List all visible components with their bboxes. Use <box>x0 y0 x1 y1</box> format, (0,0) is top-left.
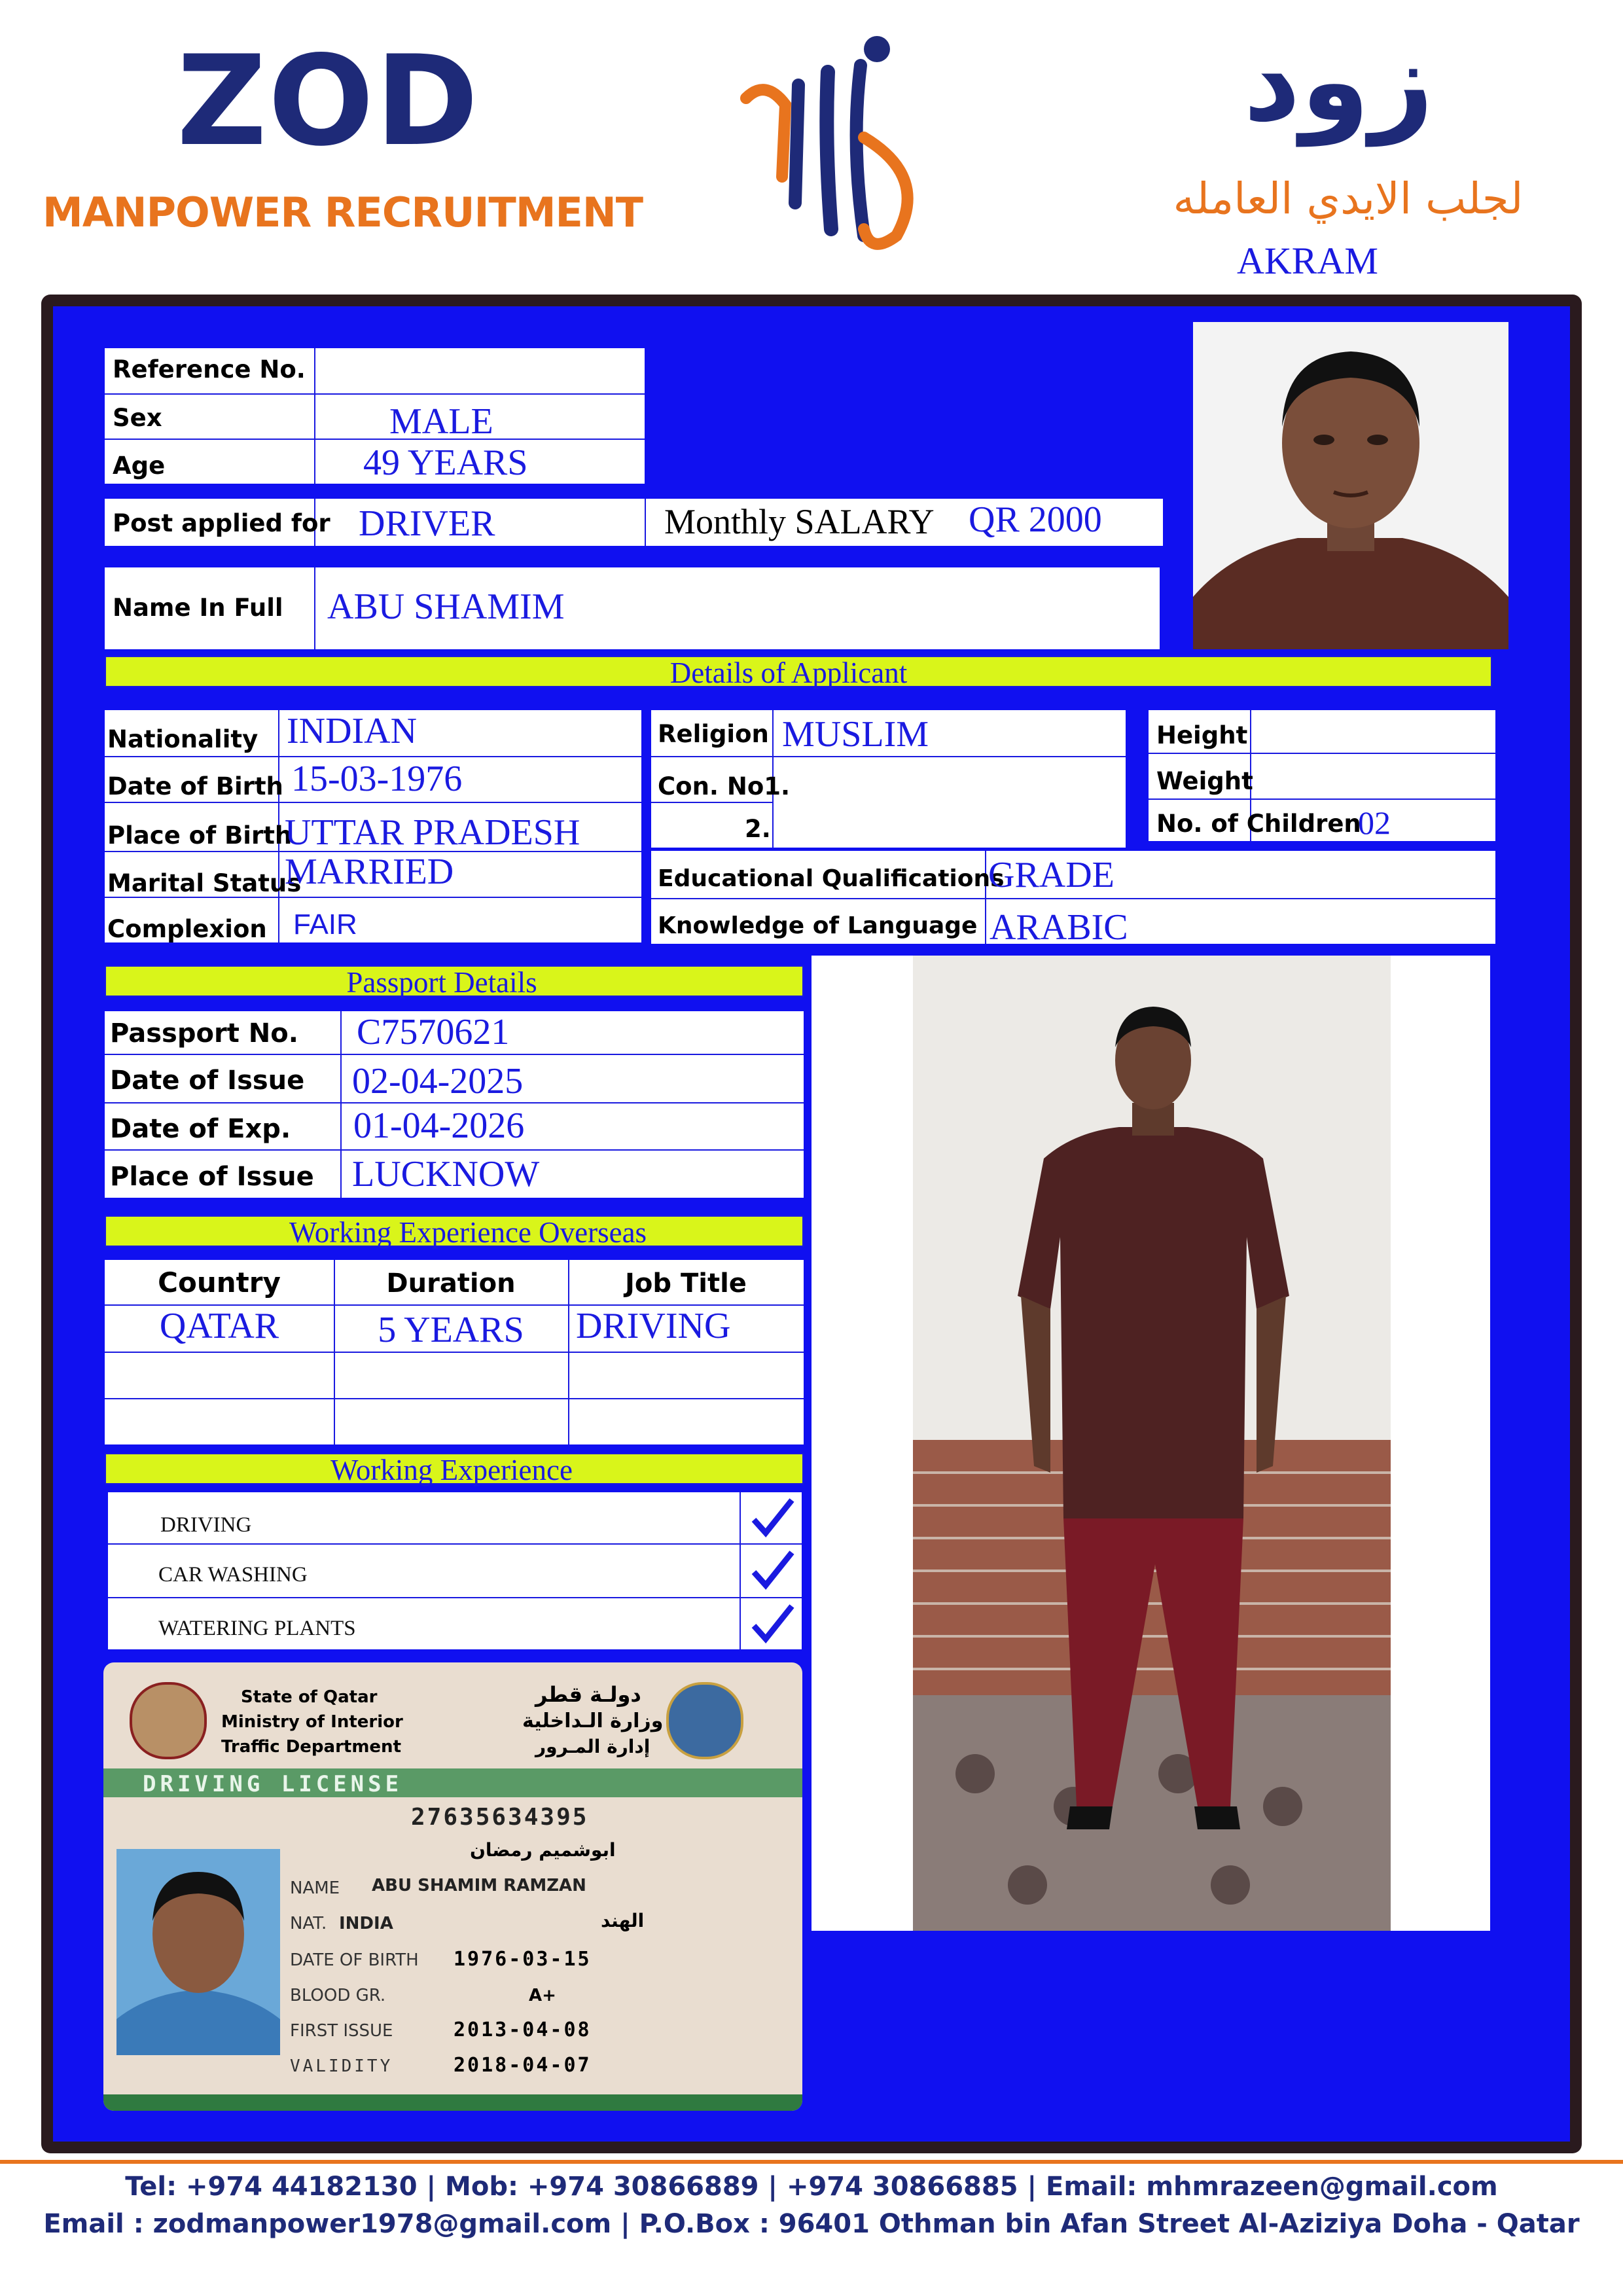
full-body-photo <box>812 956 1490 1931</box>
sex-value: MALE <box>389 401 493 442</box>
experience-item-watering: WATERING PLANTS <box>158 1617 356 1640</box>
language-value: ARABIC <box>990 907 1128 948</box>
reference-label: Reference No. <box>113 355 306 384</box>
brand-subtitle: MANPOWER RECRUITMENT <box>43 188 643 236</box>
license-first-label: FIRST ISSUE <box>290 2021 393 2041</box>
passport-heading: Passport Details <box>346 966 537 999</box>
license-dob-label: DATE OF BIRTH <box>290 1950 419 1970</box>
license-title: DRIVING LICENSE <box>143 1771 403 1797</box>
nationality-value: INDIAN <box>287 711 418 751</box>
marital-label: Marital Status <box>107 869 302 897</box>
education-value: GRADE <box>988 855 1115 895</box>
license-dept-ar: إدارة المـرور <box>535 1736 651 1757</box>
company-logo <box>733 13 942 262</box>
post-label: Post applied for <box>113 509 330 537</box>
agent-name: AKRAM <box>1237 240 1378 282</box>
passport-issue-value: 02-04-2025 <box>352 1061 524 1102</box>
post-value: DRIVER <box>359 503 495 544</box>
overseas-heading: Working Experience Overseas <box>289 1216 647 1249</box>
age-label: Age <box>113 452 166 480</box>
weight-label: Weight <box>1156 767 1253 795</box>
checkmark-icon <box>746 1547 798 1593</box>
license-validity-value: 2018-04-07 <box>454 2054 592 2077</box>
license-blood-value: A+ <box>529 1986 556 2005</box>
driving-license-card <box>103 1662 802 2111</box>
passport-exp-label: Date of Exp. <box>110 1114 291 1144</box>
pob-value: UTTAR PRADESH <box>285 812 580 853</box>
license-number: 27635634395 <box>411 1804 589 1831</box>
checkmark-icon <box>746 1495 798 1541</box>
applicant-heading: Details of Applicant <box>669 656 908 689</box>
license-state-en: State of Qatar <box>241 1687 378 1707</box>
dob-value: 15-03-1976 <box>291 759 463 799</box>
brand-name: ZOD <box>177 29 480 173</box>
license-dob-value: 1976-03-15 <box>454 1948 592 1971</box>
footer-rule <box>0 2160 1623 2164</box>
religion-label: Religion <box>658 720 769 748</box>
sex-label: Sex <box>113 404 162 432</box>
license-first-value: 2013-04-08 <box>454 2018 592 2041</box>
arabic-brand: زود <box>1243 17 1434 147</box>
license-blood-label: BLOOD GR. <box>290 1986 386 2005</box>
salary-value: QR 2000 <box>969 499 1102 540</box>
col-duration: Duration <box>386 1268 516 1299</box>
pob-label: Place of Birth <box>107 821 293 850</box>
education-label: Educational Qualifications <box>658 865 1005 892</box>
license-validity-label: VALIDITY <box>290 2056 393 2076</box>
license-dept-en: Traffic Department <box>221 1737 401 1757</box>
experience-item-car-washing: CAR WASHING <box>158 1563 308 1587</box>
license-state-ar: دولـة قطر <box>535 1682 641 1707</box>
col-country: Country <box>158 1266 281 1299</box>
nationality-label: Nationality <box>107 725 259 753</box>
salary-label: Monthly SALARY <box>664 502 935 541</box>
footer-contact-line1: Tel: +974 44182130 | Mob: +974 30866889 | +974 30866885 | Email: mhmrazeen@gmail.com <box>125 2172 1498 2202</box>
col-job-title: Job Title <box>625 1268 747 1299</box>
contact-1-label: Con. No1. <box>658 772 791 800</box>
height-label: Height <box>1156 721 1248 749</box>
footer-contact-line2: Email : zodmanpower1978@gmail.com | P.O.Box : 96401 Othman bin Afan Street Al-Aziziya Doha - Qatar <box>43 2209 1580 2239</box>
overseas-duration-value: 5 YEARS <box>378 1310 524 1350</box>
license-name-label: NAME <box>290 1878 340 1898</box>
passport-place-label: Place of Issue <box>110 1162 314 1192</box>
age-value: 49 YEARS <box>363 442 528 483</box>
license-photo <box>116 1849 280 2055</box>
religion-value: MUSLIM <box>782 714 929 755</box>
license-ministry-en: Ministry of Interior <box>221 1712 403 1732</box>
experience-item-driving: DRIVING <box>160 1513 252 1537</box>
license-nat-ar: الهند <box>601 1910 645 1931</box>
passport-no-value: C7570621 <box>357 1012 510 1052</box>
headshot-photo <box>1193 322 1508 649</box>
passport-no-label: Passport No. <box>110 1018 298 1049</box>
passport-issue-label: Date of Issue <box>110 1066 305 1096</box>
passport-place-value: LUCKNOW <box>352 1154 540 1194</box>
children-value: 02 <box>1358 804 1391 841</box>
contact-2-label: 2. <box>745 815 771 843</box>
complexion-value: FAIR <box>293 908 357 941</box>
license-nat-label: NAT. <box>290 1914 327 1933</box>
marital-value: MARRIED <box>285 852 454 892</box>
experience-heading: Working Experience <box>330 1454 573 1486</box>
name-label: Name In Full <box>113 594 283 622</box>
license-green-bottom <box>103 2094 802 2111</box>
license-seal-right <box>666 1682 743 1759</box>
overseas-job-value: DRIVING <box>576 1306 731 1346</box>
license-ministry-ar: وزارة الـداخلية <box>522 1710 664 1732</box>
passport-exp-value: 01-04-2026 <box>353 1105 525 1146</box>
license-name-value: ABU SHAMIM RAMZAN <box>372 1876 586 1895</box>
arabic-subtitle: لجلب الايدي العامله <box>1173 173 1524 224</box>
license-name-ar: ابوشميم رمضان <box>470 1839 616 1861</box>
name-value: ABU SHAMIM <box>327 586 565 627</box>
license-seal-left <box>130 1682 207 1759</box>
language-label: Knowledge of Language <box>658 912 978 939</box>
complexion-label: Complexion <box>107 915 267 943</box>
checkmark-icon <box>746 1601 798 1647</box>
dob-label: Date of Birth <box>107 772 283 800</box>
license-nat-value: INDIA <box>339 1914 393 1933</box>
children-label: No. of Children <box>1156 810 1361 838</box>
overseas-country-value: QATAR <box>159 1306 279 1346</box>
